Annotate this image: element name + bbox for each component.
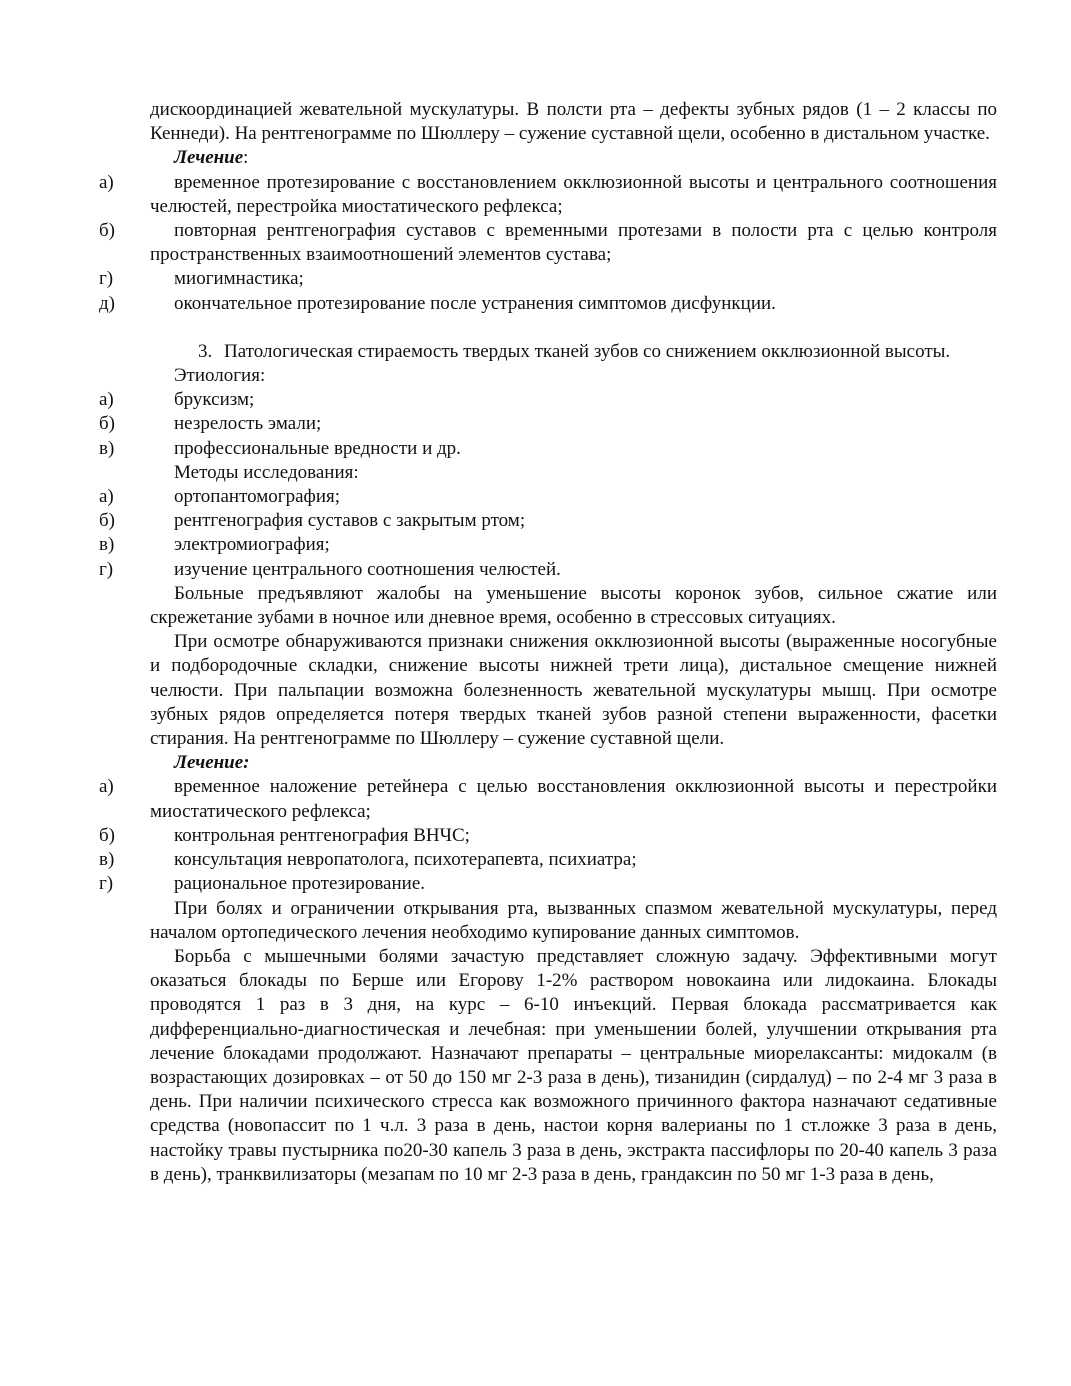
list-item: [99, 437, 997, 461]
treatment-heading-2-label: Лечение:: [174, 752, 250, 774]
etiology-list: [99, 388, 997, 461]
treatment-list-2: [99, 775, 997, 896]
section-spacer: [150, 316, 997, 340]
list-item-text: контрольная рентгенография ВНЧС;: [174, 824, 470, 846]
treatment-heading-1-label: Лечение: [174, 147, 244, 169]
list-item-text: изучение центрального соотношения челюстей.: [174, 558, 561, 580]
list-marker: а): [99, 389, 114, 411]
section-3-heading: [150, 340, 997, 364]
list-item: [99, 509, 997, 533]
list-marker: в): [99, 849, 115, 871]
list-item-text: рентгенография суставов с закрытым ртом;: [174, 510, 526, 532]
list-marker: б): [99, 510, 115, 532]
list-item: [99, 485, 997, 509]
methods-heading: Методы исследования:: [174, 461, 359, 483]
section-3-title: Патологическая стираемость твердых тканей зубов со снижением окклюзионной высоты.: [224, 340, 951, 362]
list-item-text: бруксизм;: [174, 389, 255, 411]
paragraph-examination: При осмотре обнаруживаются признаки снижения окклюзионной высоты (выраженные носогубные и подбородочные складки, снижение высоты нижней трети лица), дистальное смещение нижней челюсти. При пальпации возможна болезненность жевательной мускулатуры мышц. При осмотре зубных рядов определяется потеря твердых тканей зубов разной степени выраженности, фасетки стирания. На рентгенограмме по Шюллеру – сужение суставной щели.: [150, 631, 997, 750]
list-marker: г): [99, 558, 114, 580]
treatment-heading-1: [150, 146, 997, 170]
list-marker: б): [99, 824, 115, 846]
methods-list: [99, 485, 997, 582]
section-3-number: 3.: [198, 340, 213, 362]
list-item: [99, 388, 997, 412]
list-marker: г): [99, 268, 114, 290]
list-item-text: незрелость эмали;: [174, 413, 322, 435]
etiology-heading: Этиология:: [174, 365, 266, 387]
paragraph-complaints: Больные предъявляют жалобы на уменьшение высоты коронок зубов, сильное сжатие или скрежетание зубами в ночное или дневное время, особенно в стрессовых ситуациях.: [150, 582, 997, 629]
paragraph-muscle-pain-treatment: Борьба с мышечными болями зачастую представляет сложную задачу. Эффективными могут оказаться блокады по Берше или Егорову 1-2% раствором новокаина или лидокаина. Блокады проводятся 1 раз в 3 дня, на курс – 6-10 инъекций. Первая блокада рассматривается как дифференциально-диагностическая и лечебная: при уменьшении болей, улучшении открывания рта лечение блокадами продолжают. Назначают препараты – центральные миорелаксанты: мидокалм (в возрастающих дозировках – от 50 до 150 мг 2-3 раза в день), тизанидин (сирдалуд) – по 2-4 мг 3 раза в день. При наличии психического стресса как возможного причинного фактора назначают седативные средства (новопассит по 1 ч.л. 3 раза в день, настои корня валерианы по 1 ст.ложке 3 раза в день, настойку травы пустырника по20-30 капель 3 раза в день, экстракта пассифлоры по 20-40 капель 3 раза в день), транквилизаторы (мезапам по 10 мг 2-3 раза в день, грандаксин по 50 мг 1-3 раза в день,: [150, 945, 997, 1185]
list-item-text: консультация невропатолога, психотерапевта, психиатра;: [174, 849, 637, 871]
document-body: [99, 98, 997, 1187]
list-item: [99, 533, 997, 557]
paragraph-intro: дискоординацией жевательной мускулатуры. В полсти рта – дефекты зубных рядов (1 – 2 классы по Кеннеди). На рентгенограмме по Шюллеру – сужение суставной щели, особенно в дистальном участке.: [150, 99, 997, 145]
treatment-heading-1-colon: :: [243, 147, 249, 169]
list-item-text: миогимнастика;: [174, 268, 304, 290]
treatment-heading-2: [150, 751, 997, 775]
list-item: [99, 848, 997, 872]
list-marker: б): [99, 220, 115, 242]
list-item-text: временное наложение ретейнера с целью восстановления окклюзионной высоты и перестройки миостатического рефлекса;: [150, 776, 997, 822]
list-item-text: рациональное протезирование.: [174, 873, 425, 895]
list-marker: в): [99, 534, 115, 556]
list-item-text: ортопантомография;: [174, 486, 341, 508]
list-marker: а): [99, 171, 114, 193]
list-item: [99, 824, 997, 848]
list-item-text: повторная рентгенография суставов с временными протезами в полости рта с целью контроля пространственных взаимоотношений элементов сустава;: [150, 220, 997, 266]
list-marker: а): [99, 486, 114, 508]
list-item: [99, 412, 997, 436]
list-item: [99, 171, 997, 219]
list-marker: г): [99, 873, 114, 895]
list-item: [99, 558, 997, 582]
list-item: [99, 872, 997, 896]
treatment-list-1: [99, 171, 997, 316]
list-item-text: окончательное протезирование после устранения симптомов дисфункции.: [174, 292, 776, 314]
list-item: [99, 292, 997, 316]
list-item: [99, 219, 997, 267]
list-item-text: электромиография;: [174, 534, 330, 556]
list-item: [99, 267, 997, 291]
list-marker: д): [99, 292, 115, 314]
list-marker: в): [99, 437, 115, 459]
paragraph-pain: При болях и ограничении открывания рта, вызванных спазмом жевательной мускулатуры, перед началом ортопедического лечения необходимо купирование данных симптомов.: [150, 897, 997, 943]
list-item-text: временное протезирование с восстановлением окклюзионной высоты и центрального соотношения челюстей, перестройка миостатического рефлекса;: [150, 171, 997, 217]
list-item-text: профессиональные вредности и др.: [174, 437, 461, 459]
list-marker: б): [99, 413, 115, 435]
list-item: [99, 775, 997, 823]
list-marker: а): [99, 776, 114, 798]
